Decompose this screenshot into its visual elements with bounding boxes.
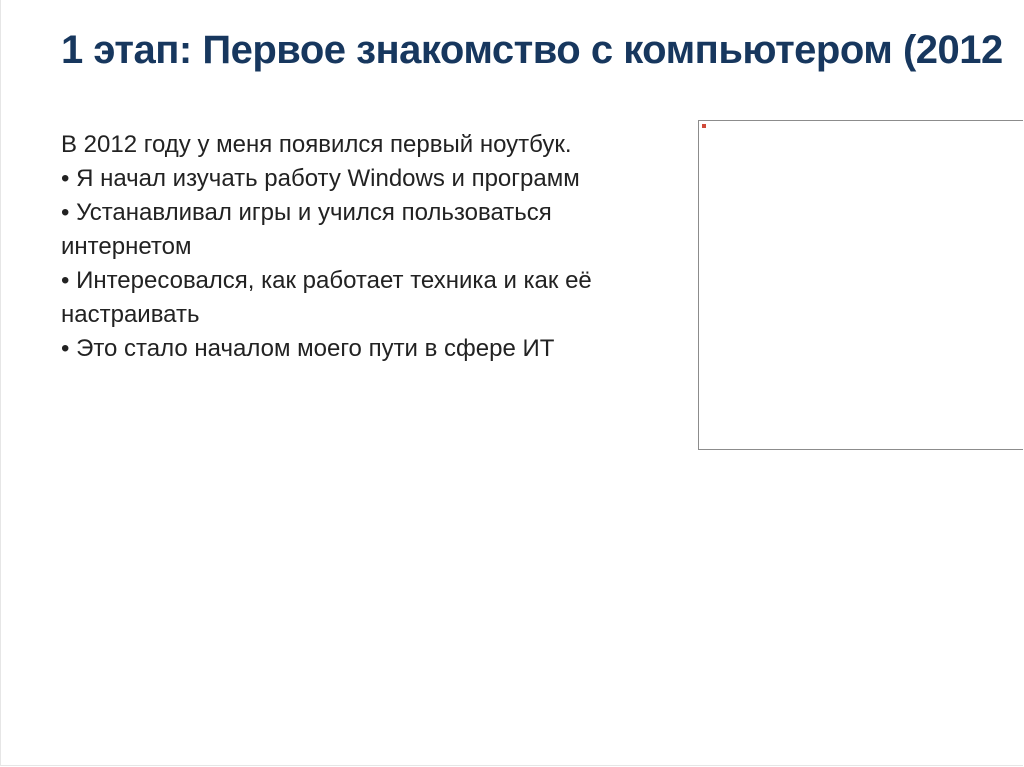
bullet-games-internet: • Устанавливал игры и учился пользоваться интернетом	[61, 199, 552, 260]
body-paragraph-intro: В 2012 году у меня появился первый ноутбук.	[61, 131, 572, 158]
image-placeholder	[698, 120, 1023, 450]
broken-image-icon	[702, 124, 706, 128]
bullet-it-path: • Это стало началом моего пути в сфере ИТ	[61, 335, 555, 362]
slide-title: 1 этап: Первое знакомство с компьютером (2012	[61, 28, 1003, 72]
bullet-windows: • Я начал изучать работу Windows и программ	[61, 165, 580, 192]
bullet-hardware: • Интересовался, как работает техника и как её настраивать	[61, 267, 592, 328]
broken-image	[702, 124, 708, 128]
slide-body	[61, 128, 671, 366]
